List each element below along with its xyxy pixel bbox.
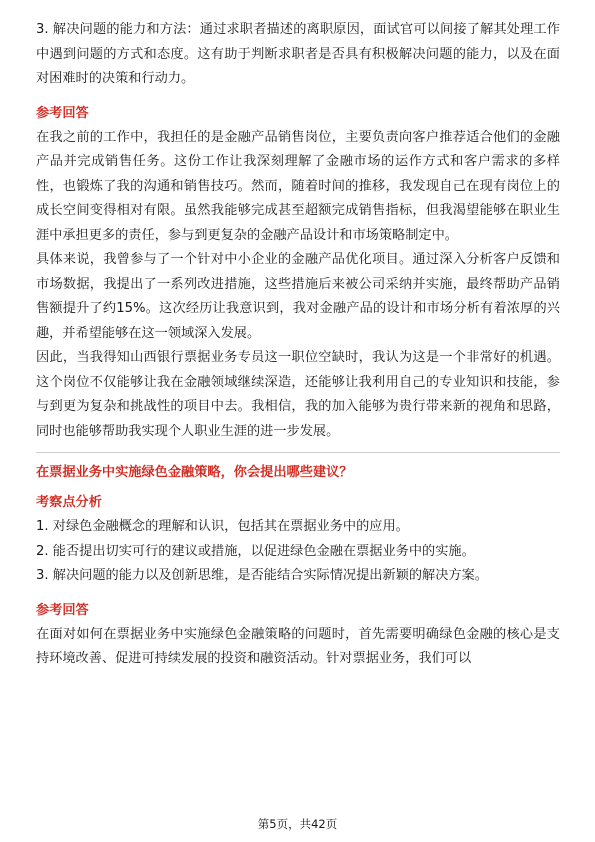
analysis-list-item: 1. 对绿色金融概念的理解和认识，包括其在票据业务中的应用。 (36, 519, 409, 534)
answer-paragraph-1: 在面对如何在票据业务中实施绿色金融策略的问题时，首先需要明确绿色金融的核心是支持环境改善、促进可持续发展的投资和融资活动。针对票据业务，我们可以 (36, 626, 560, 666)
reference-answer-label: 参考回答 (36, 602, 89, 618)
page-content (36, 18, 560, 672)
analysis-list-item: 3. 解决问题的能力以及创新思维，是否能结合实际情况提出新颖的解决方案。 (36, 568, 488, 583)
answer-paragraph-2: 具体来说，我曾参与了一个针对中小企业的金融产品优化项目。通过深入分析客户反馈和市场数据，我提出了一系列改进措施，这些措施后来被公司采纳并实施，最终帮助产品销售额提升了约15%。这次经历让我意识到，我对金融产品的设计和市场分析有着浓厚的兴趣，并希望能够在这一领域深入发展。 (36, 252, 560, 341)
answer-paragraph-1: 在我之前的工作中，我担任的是金融产品销售岗位，主要负责向客户推荐适合他们的金融产品并完成销售任务。这份工作让我深刻理解了金融市场的运作方式和客户需求的多样性，也锻炼了我的沟通和销售技巧。然而，随着时间的推移，我发现自己在现有岗位上的成长空间变得相对有限。虽然我能够完成甚至超额完成销售指标，但我渴望能够在职业生涯中承担更多的责任，参与到更复杂的金融产品设计和市场策略制定中。 (36, 129, 560, 243)
interview-question: 在票据业务中实施绿色金融策略，你会提出哪些建议？ (36, 465, 353, 480)
answer-paragraph-3: 因此，当我得知山西银行票据业务专员这一职位空缺时，我认为这是一个非常好的机遇。这个岗位不仅能够让我在金融领域继续深造，还能够让我利用自己的专业知识和技能，参与到更为复杂和挑战性的项目中去。我相信，我的加入能够为贵行带来新的视角和思路，同时也能够帮助我实现个人职业生涯的进一步发展。 (36, 350, 560, 439)
reference-answer-label: 参考回答 (36, 105, 89, 121)
page-number: 第5页，共42页 (257, 817, 338, 831)
analysis-item-3: 3. 解决问题的能力和方法：通过求职者描述的离职原因，面试官可以间接了解其处理工作中遇到问题的方式和态度。这有助于判断求职者是否具有积极解决问题的能力，以及在面对困难时的决策和行动力。 (36, 22, 560, 86)
analysis-list-item: 2. 能否提出切实可行的建议或措施，以促进绿色金融在票据业务中的实施。 (36, 543, 475, 559)
analysis-label: 考察点分析 (36, 495, 102, 510)
